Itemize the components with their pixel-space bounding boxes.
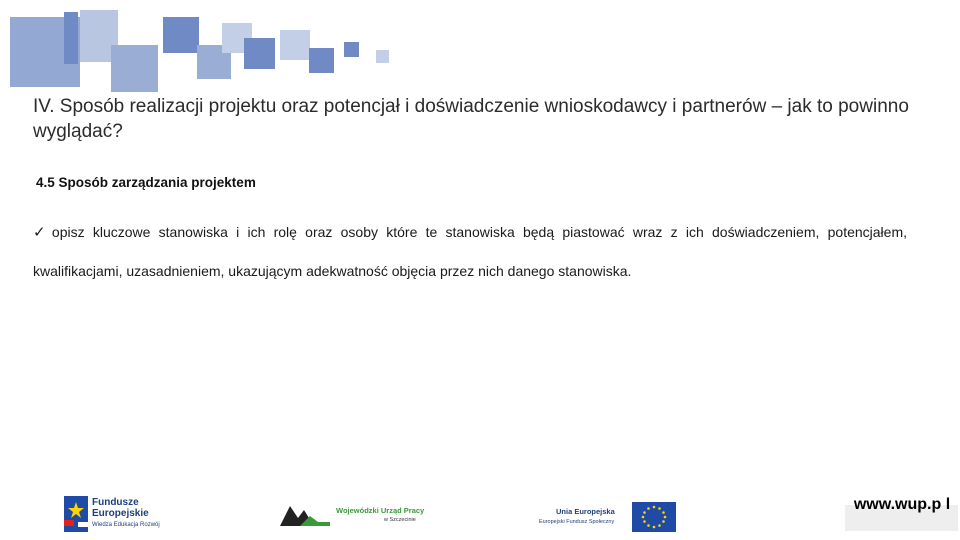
bullet-item <box>33 213 907 290</box>
fe-logo <box>64 496 179 534</box>
deco-square <box>280 30 310 60</box>
eu-logo <box>536 500 676 534</box>
fe-logo-line1: Fundusze <box>92 497 139 508</box>
bullet-text: opisz kluczowe stanowiska i ich rolę oraz osoby które te stanowiska będą piastować wraz z ich doświadczeniem, potencjałem, kwalifikacjami, uzasadnieniem, ukazującym adekwatność objęcia przez nich danego stanowiska. <box>33 224 907 279</box>
eu-logo-line1: Unia Europejska <box>556 507 615 516</box>
deco-square <box>376 50 389 63</box>
deco-square <box>244 38 275 69</box>
website-link[interactable]: www.wup.p l <box>853 496 951 513</box>
fe-logo-line2: Europejskie <box>92 508 149 519</box>
eu-flag-icon <box>632 502 676 532</box>
check-icon: ✓ <box>33 224 50 241</box>
fe-logo-line3: Wiedza Edukacja Rozwój <box>92 522 160 528</box>
wup-mountains-icon <box>280 502 330 528</box>
deco-square <box>111 45 158 92</box>
wup-logo-line2: w Szczecinie <box>384 517 416 523</box>
section-subtitle: 4.5 Sposób zarządzania projektem <box>36 175 256 190</box>
page-title: IV. Sposób realizacji projektu oraz potencjał i doświadczenie wnioskodawcy i partnerów – jak to powinno wyglądać? <box>33 96 909 142</box>
deco-square <box>309 48 334 73</box>
fe-stars-icon <box>64 496 88 532</box>
eu-logo-line2: Europejski Fundusz Społeczny <box>539 519 615 525</box>
deco-square <box>163 17 199 53</box>
wup-logo <box>280 500 430 532</box>
footer <box>0 490 960 540</box>
deco-square <box>344 42 359 57</box>
wup-logo-line1: Wojewódzki Urząd Pracy <box>336 506 425 515</box>
deco-square <box>64 12 78 64</box>
